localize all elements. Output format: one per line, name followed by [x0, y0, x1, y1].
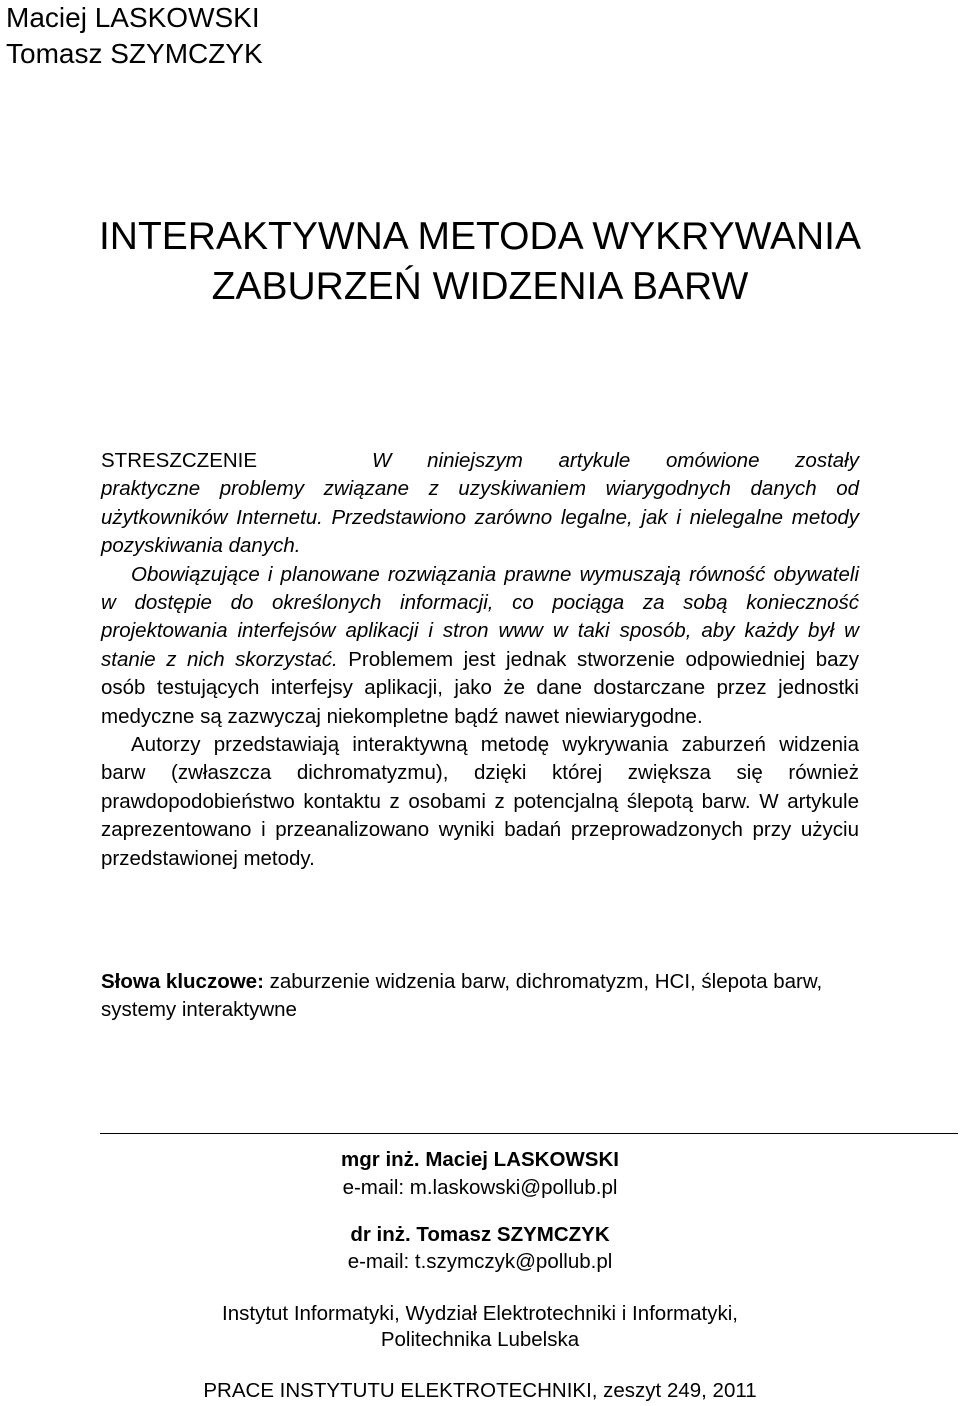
abstract-paragraph-2 [101, 561, 859, 731]
header-author-2: Tomasz SZYMCZYK [6, 38, 263, 69]
footer-journal: PRACE INSTYTUTU ELEKTROTECHNIKI, zeszyt 249, 2011 [203, 1379, 757, 1402]
keywords-label: Słowa kluczowe: [101, 970, 264, 993]
footer-author-2-email: e-mail: t.szymczyk@pollub.pl [347, 1250, 613, 1273]
paper-title [0, 212, 960, 312]
abstract-paragraph-3 [101, 731, 859, 873]
abstract-paragraph-3-text: Autorzy przedstawiają interaktywną metodę wykrywania zaburzeń widzenia barw (zwłaszcza dichromatyzmu), dzięki której zwiększa się również prawdopodobieństwo kontaktu z osobami z potencjalną ślepotą barw. W artykule zaprezentowano i przeanalizowano wyniki badań przeprowadzonych przy użyciu przedstawionej metody. [101, 733, 859, 870]
footer-affiliation-line-2: Politechnika Lubelska [380, 1328, 580, 1351]
abstract-paragraph-2-text: Obowiązujące i planowane rozwiązania prawne wymuszają równość obywateli w dostępie do określonych informacji, co pociąga za sobą konieczność projektowania interfejsów aplikacji i stron www w taki sposób, aby każdy był w stanie z nich skorzystać. [101, 562, 859, 671]
footer-divider [100, 1133, 958, 1134]
abstract-paragraph-2-upright: Problemem jest jednak stworzenie odpowiedniej bazy osób testujących interfejsy aplikacji, jako że dane dostarczane przez jednostki medyczne są zazwyczaj niekompletne bądź nawet niewiarygodne. [101, 647, 859, 728]
footer-author-1-name: mgr inż. Maciej LASKOWSKI [341, 1148, 619, 1171]
abstract-paragraph-1 [101, 475, 859, 560]
keywords [101, 968, 859, 1025]
footer-affiliation-line-1: Instytut Informatyki, Wydział Elektrotechniki i Informatyki, [222, 1302, 738, 1325]
title-line-2: ZABURZEŃ WIDZENIA BARW [211, 265, 749, 308]
footer-author-2-name: dr inż. Tomasz SZYMCZYK [350, 1223, 610, 1246]
abstract-first-line-text: W niniejszym artykule omówione zostały [372, 449, 859, 472]
abstract-label: STRESZCZENIE [101, 449, 258, 472]
title-line-1: INTERAKTYWNA METODA WYKRYWANIA [98, 215, 862, 258]
abstract-first-line [101, 447, 859, 475]
header-authors [6, 0, 263, 72]
footer-author-1-email: e-mail: m.laskowski@pollub.pl [342, 1176, 618, 1199]
header-author-1: Maciej LASKOWSKI [6, 2, 260, 33]
abstract [101, 447, 859, 873]
keywords-text: zaburzenie widzenia barw, dichromatyzm, HCI, ślepota barw, systemy interaktywne [101, 970, 823, 1022]
abstract-paragraph-1-text: praktyczne problemy związane z uzyskiwaniem wiarygodnych danych od użytkowników Internetu. Przedstawiono zarówno legalne, jak i nielegalne metody pozyskiwania danych. [101, 477, 859, 558]
